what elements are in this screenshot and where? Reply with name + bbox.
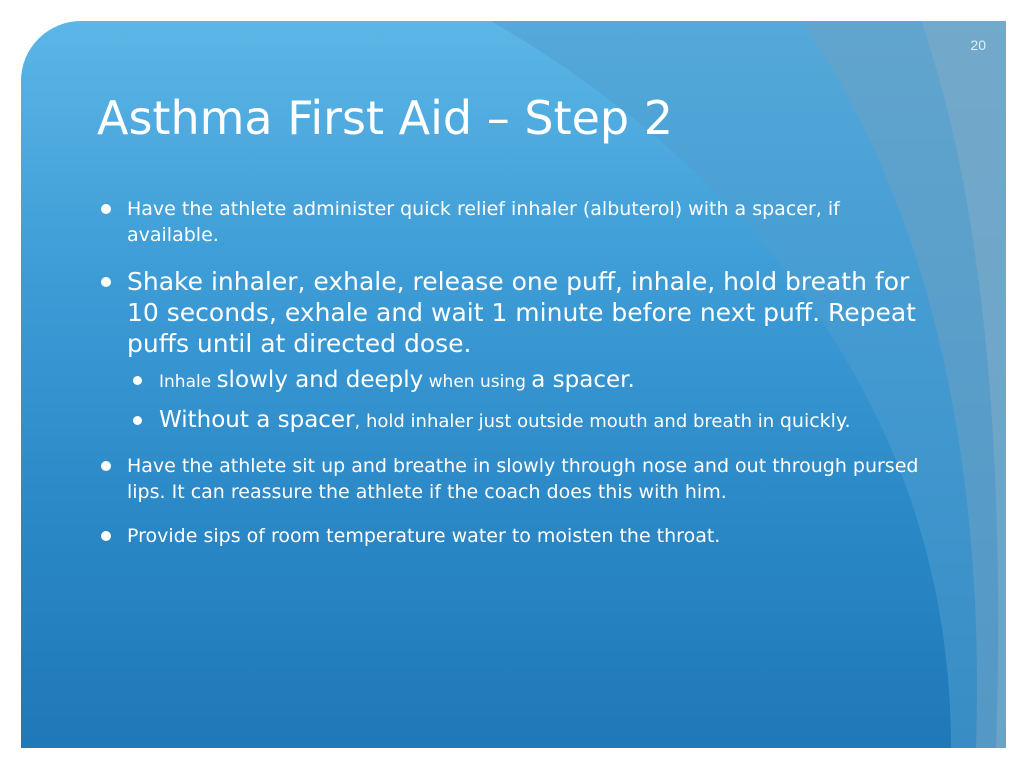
list-item xyxy=(97,196,927,248)
bullet-dot-icon xyxy=(133,416,142,425)
bullet-text: Shake inhaler, exhale, release one puff, inhale, hold breath for 10 seconds, exhale and wait 1 minute before next puff. Repeat puffs until at directed dose. xyxy=(127,267,916,358)
bullet-text: Provide sips of room temperature water to moisten the throat. xyxy=(127,525,721,547)
slide-content xyxy=(97,196,927,567)
bullet-text: Have the athlete sit up and breathe in slowly through nose and out through pursed lips. It can reassure the athlete if the coach does this with him. xyxy=(127,455,919,503)
bullet-dot-icon xyxy=(101,277,111,287)
sub-list-item xyxy=(127,367,927,395)
bullet-text: Have the athlete administer quick relief inhaler (albuterol) with a spacer, if available. xyxy=(127,198,840,246)
sub-text-part: . xyxy=(627,367,635,393)
list-item xyxy=(97,523,927,549)
sub-text-part: Inhale xyxy=(159,372,217,392)
slide-title: Asthma First Aid – Step 2 xyxy=(97,91,673,145)
bullet-list xyxy=(97,196,927,549)
page-number: 20 xyxy=(970,37,986,53)
list-item xyxy=(97,266,927,435)
sub-text-part: when using xyxy=(423,372,532,392)
sub-list-item xyxy=(127,407,927,435)
sub-text-part: quickly. xyxy=(779,410,851,432)
sub-text-part: Without a spacer xyxy=(159,407,355,433)
sub-text-part: slowly and deeply xyxy=(216,367,424,393)
sub-text-part: a spacer xyxy=(531,367,628,393)
bullet-dot-icon xyxy=(101,531,111,541)
sub-text-part: , hold inhaler just outside mouth and breath in xyxy=(354,411,780,432)
list-item xyxy=(97,453,927,505)
bullet-dot-icon xyxy=(101,461,111,471)
bullet-dot-icon xyxy=(133,376,142,385)
slide xyxy=(21,21,1006,748)
sub-bullet-list xyxy=(127,367,927,435)
bullet-dot-icon xyxy=(101,204,111,214)
